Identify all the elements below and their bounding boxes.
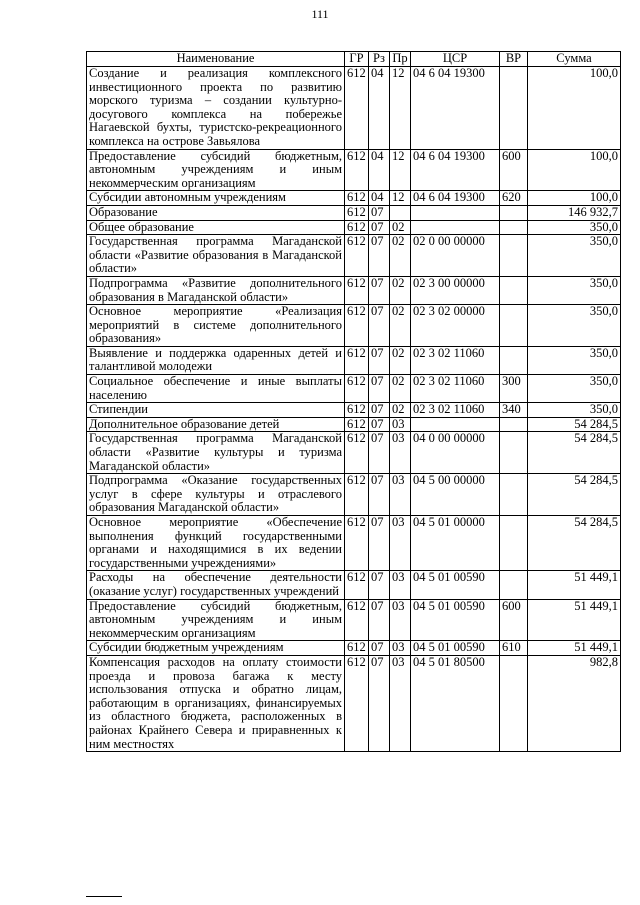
cell-vr — [500, 571, 528, 599]
cell-rz: 07 — [369, 655, 390, 751]
cell-name: Подпрограмма «Оказание государственных услуг в сфере культуры и отраслевого образования Магаданской области» — [87, 474, 345, 516]
cell-vr: 620 — [500, 191, 528, 206]
cell-csr — [411, 205, 500, 220]
cell-vr — [500, 205, 528, 220]
cell-gr: 612 — [345, 235, 369, 277]
footnote-rule — [86, 896, 122, 897]
cell-sum: 100,0 — [528, 67, 621, 150]
table-row — [87, 516, 621, 571]
cell-gr: 612 — [345, 67, 369, 150]
cell-name: Выявление и поддержка одаренных детей и талантливой молодежи — [87, 346, 345, 374]
cell-pr — [390, 205, 411, 220]
cell-vr: 610 — [500, 641, 528, 656]
table-row — [87, 235, 621, 277]
cell-sum: 51 449,1 — [528, 571, 621, 599]
cell-vr: 600 — [500, 599, 528, 641]
cell-sum: 54 284,5 — [528, 432, 621, 474]
cell-vr — [500, 276, 528, 304]
cell-gr: 612 — [345, 220, 369, 235]
table-row — [87, 67, 621, 150]
cell-rz: 04 — [369, 149, 390, 191]
header-gr: ГР — [345, 52, 369, 67]
cell-gr: 612 — [345, 516, 369, 571]
table-row — [87, 432, 621, 474]
cell-pr: 02 — [390, 346, 411, 374]
cell-vr — [500, 655, 528, 751]
cell-vr: 300 — [500, 375, 528, 403]
cell-sum: 350,0 — [528, 375, 621, 403]
cell-csr: 04 5 01 00000 — [411, 516, 500, 571]
cell-gr: 612 — [345, 191, 369, 206]
cell-name: Дополнительное образование детей — [87, 417, 345, 432]
cell-pr: 12 — [390, 67, 411, 150]
cell-pr: 12 — [390, 149, 411, 191]
table-row — [87, 571, 621, 599]
cell-rz: 07 — [369, 516, 390, 571]
cell-pr: 02 — [390, 276, 411, 304]
cell-vr — [500, 417, 528, 432]
cell-vr — [500, 67, 528, 150]
cell-rz: 07 — [369, 432, 390, 474]
cell-csr: 04 5 01 00590 — [411, 641, 500, 656]
cell-name: Общее образование — [87, 220, 345, 235]
cell-pr: 03 — [390, 599, 411, 641]
cell-csr: 04 6 04 19300 — [411, 149, 500, 191]
cell-csr: 02 3 02 11060 — [411, 346, 500, 374]
cell-vr: 600 — [500, 149, 528, 191]
header-csr: ЦСР — [411, 52, 500, 67]
cell-csr — [411, 417, 500, 432]
cell-pr: 03 — [390, 655, 411, 751]
cell-vr: 340 — [500, 403, 528, 418]
cell-sum: 350,0 — [528, 305, 621, 347]
table-row — [87, 375, 621, 403]
cell-name: Основное мероприятие «Реализация мероприятий в системе дополнительного образования» — [87, 305, 345, 347]
cell-rz: 07 — [369, 403, 390, 418]
cell-csr: 04 5 00 00000 — [411, 474, 500, 516]
header-name: Наименование — [87, 52, 345, 67]
cell-sum: 54 284,5 — [528, 417, 621, 432]
cell-sum: 350,0 — [528, 235, 621, 277]
cell-name: Предоставление субсидий бюджетным, автономным учреждениям и иным некоммерческим организациям — [87, 149, 345, 191]
cell-name: Стипендии — [87, 403, 345, 418]
cell-rz: 04 — [369, 191, 390, 206]
cell-rz: 07 — [369, 235, 390, 277]
cell-pr: 03 — [390, 516, 411, 571]
cell-csr: 04 6 04 19300 — [411, 191, 500, 206]
cell-pr: 02 — [390, 235, 411, 277]
table-row — [87, 403, 621, 418]
cell-rz: 07 — [369, 305, 390, 347]
cell-name: Основное мероприятие «Обеспечение выполнения функций государственными органами и находящимися в их ведении государственными учреждениями» — [87, 516, 345, 571]
cell-name: Государственная программа Магаданской области «Развитие культуры и туризма Магаданской области» — [87, 432, 345, 474]
cell-gr: 612 — [345, 276, 369, 304]
cell-gr: 612 — [345, 346, 369, 374]
table-row — [87, 641, 621, 656]
table-row — [87, 205, 621, 220]
table-row — [87, 346, 621, 374]
cell-sum: 54 284,5 — [528, 516, 621, 571]
cell-gr: 612 — [345, 403, 369, 418]
cell-name: Компенсация расходов на оплату стоимости проезда и провоза багажа к месту использования отпуска и обратно лицам, работающим в организациях, финансируемых из областного бюджета, расположенных в районах Крайнего Севера и приравненных к ним местностях — [87, 655, 345, 751]
cell-pr: 03 — [390, 641, 411, 656]
cell-csr: 04 5 01 80500 — [411, 655, 500, 751]
cell-name: Субсидии автономным учреждениям — [87, 191, 345, 206]
cell-sum: 100,0 — [528, 191, 621, 206]
cell-sum: 350,0 — [528, 346, 621, 374]
table-row — [87, 305, 621, 347]
cell-pr: 03 — [390, 417, 411, 432]
cell-pr: 02 — [390, 220, 411, 235]
cell-gr: 612 — [345, 375, 369, 403]
header-rz: Рз — [369, 52, 390, 67]
cell-rz: 07 — [369, 276, 390, 304]
cell-rz: 07 — [369, 220, 390, 235]
cell-name: Образование — [87, 205, 345, 220]
cell-vr — [500, 346, 528, 374]
cell-pr: 03 — [390, 432, 411, 474]
cell-rz: 04 — [369, 67, 390, 150]
cell-rz: 07 — [369, 346, 390, 374]
cell-gr: 612 — [345, 474, 369, 516]
cell-vr — [500, 220, 528, 235]
cell-name: Расходы на обеспечение деятельности (оказание услуг) государственных учреждений — [87, 571, 345, 599]
cell-sum: 350,0 — [528, 403, 621, 418]
cell-vr — [500, 305, 528, 347]
table-row — [87, 417, 621, 432]
table-row — [87, 276, 621, 304]
cell-csr: 02 0 00 00000 — [411, 235, 500, 277]
cell-gr: 612 — [345, 149, 369, 191]
cell-sum: 350,0 — [528, 276, 621, 304]
cell-rz: 07 — [369, 474, 390, 516]
cell-name: Подпрограмма «Развитие дополнительного образования в Магаданской области» — [87, 276, 345, 304]
cell-gr: 612 — [345, 655, 369, 751]
table-row — [87, 655, 621, 751]
cell-name: Государственная программа Магаданской области «Развитие образования в Магаданской области» — [87, 235, 345, 277]
cell-rz: 07 — [369, 205, 390, 220]
cell-pr: 12 — [390, 191, 411, 206]
header-vr: ВР — [500, 52, 528, 67]
cell-sum: 54 284,5 — [528, 474, 621, 516]
cell-csr: 02 3 02 11060 — [411, 403, 500, 418]
cell-csr: 02 3 02 00000 — [411, 305, 500, 347]
cell-csr: 04 0 00 00000 — [411, 432, 500, 474]
cell-pr: 02 — [390, 305, 411, 347]
cell-sum: 146 932,7 — [528, 205, 621, 220]
cell-csr: 04 6 04 19300 — [411, 67, 500, 150]
cell-rz: 07 — [369, 599, 390, 641]
cell-csr: 04 5 01 00590 — [411, 599, 500, 641]
header-row — [87, 52, 621, 67]
cell-csr — [411, 220, 500, 235]
cell-pr: 02 — [390, 375, 411, 403]
cell-sum: 51 449,1 — [528, 641, 621, 656]
cell-rz: 07 — [369, 375, 390, 403]
cell-vr — [500, 432, 528, 474]
cell-gr: 612 — [345, 432, 369, 474]
cell-pr: 02 — [390, 403, 411, 418]
cell-csr: 04 5 01 00590 — [411, 571, 500, 599]
table-row — [87, 191, 621, 206]
cell-pr: 03 — [390, 474, 411, 516]
cell-rz: 07 — [369, 571, 390, 599]
cell-sum: 51 449,1 — [528, 599, 621, 641]
cell-gr: 612 — [345, 641, 369, 656]
cell-csr: 02 3 00 00000 — [411, 276, 500, 304]
cell-gr: 612 — [345, 599, 369, 641]
cell-sum: 350,0 — [528, 220, 621, 235]
cell-gr: 612 — [345, 571, 369, 599]
cell-vr — [500, 235, 528, 277]
header-pr: Пр — [390, 52, 411, 67]
cell-gr: 612 — [345, 205, 369, 220]
cell-pr: 03 — [390, 571, 411, 599]
cell-rz: 07 — [369, 641, 390, 656]
cell-name: Создание и реализация комплексного инвестиционного проекта по развитию морского туризма – создании культурно-досугового комплекса на побережье Нагаевской бухты, туристско-рекреационного комплекса на острове Завьялова — [87, 67, 345, 150]
cell-gr: 612 — [345, 305, 369, 347]
cell-rz: 07 — [369, 417, 390, 432]
page-number: 111 — [311, 7, 329, 21]
cell-gr: 612 — [345, 417, 369, 432]
cell-vr — [500, 474, 528, 516]
cell-name: Субсидии бюджетным учреждениям — [87, 641, 345, 656]
table-row — [87, 599, 621, 641]
cell-name: Социальное обеспечение и иные выплаты населению — [87, 375, 345, 403]
cell-name: Предоставление субсидий бюджетным, автономным учреждениям и иным некоммерческим организациям — [87, 599, 345, 641]
header-sum: Сумма — [528, 52, 621, 67]
table-row — [87, 220, 621, 235]
table-row — [87, 474, 621, 516]
budget-table — [86, 51, 621, 752]
table-row — [87, 149, 621, 191]
cell-vr — [500, 516, 528, 571]
cell-sum: 982,8 — [528, 655, 621, 751]
cell-sum: 100,0 — [528, 149, 621, 191]
cell-csr: 02 3 02 11060 — [411, 375, 500, 403]
